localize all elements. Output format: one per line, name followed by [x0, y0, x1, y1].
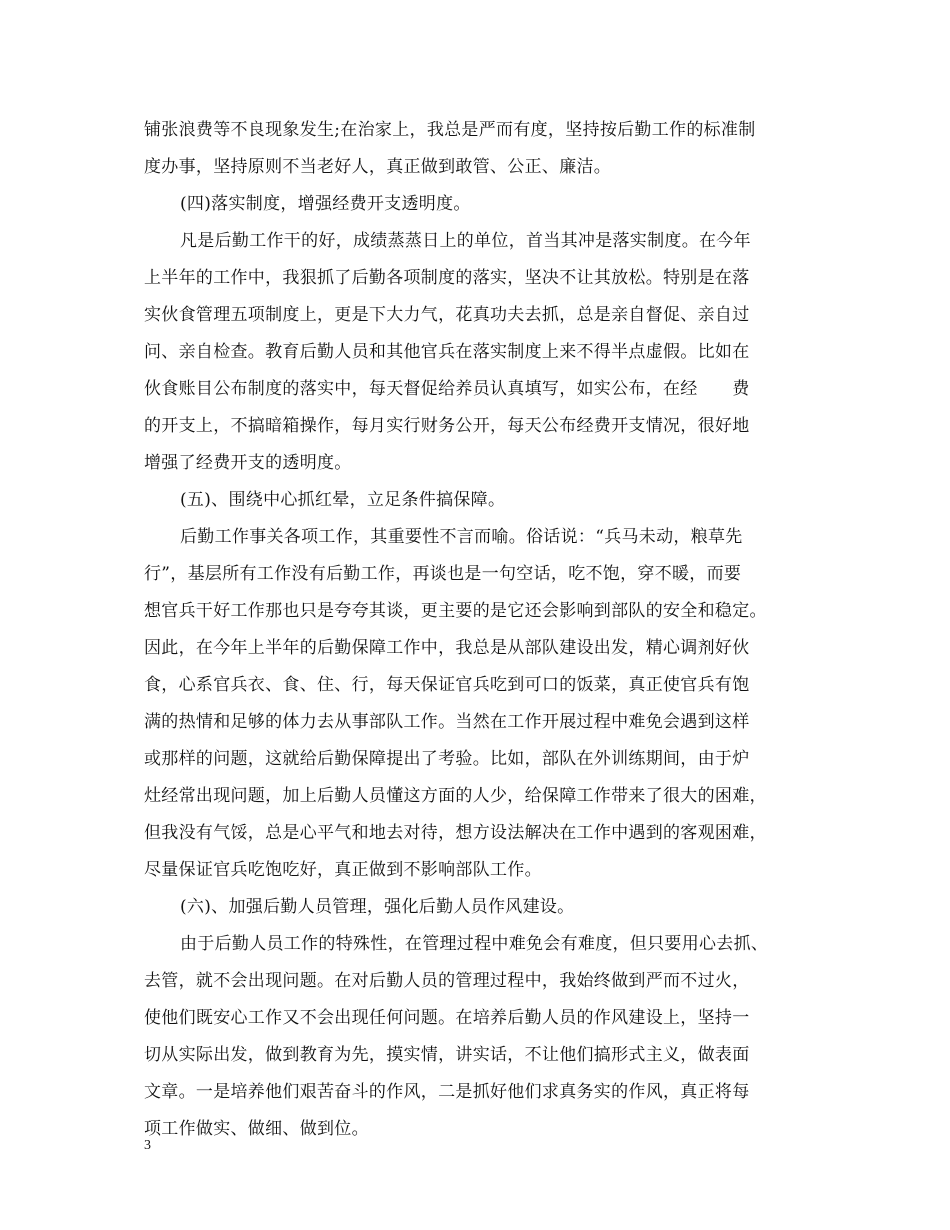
paragraph-line: 文章。一是培养他们艰苦奋斗的作风，二是抓好他们求真务实的作风，真正将每 — [144, 1082, 750, 1102]
paragraph-line: 上半年的工作中，我狠抓了后勤各项制度的落实，坚决不让其放松。特别是在落 — [144, 268, 750, 288]
paragraph-line: 想官兵干好工作那也只是夸夸其谈，更主要的是它还会影响到部队的安全和稳定。 — [144, 601, 767, 621]
paragraph-line: 但我没有气馁，总是心平气和地去对待，想方设法解决在工作中遇到的客观困难， — [144, 823, 767, 843]
paragraph-line: 后勤工作事关各项工作，其重要性不言而喻。俗话说：“兵马未动，粮草先 — [180, 527, 743, 547]
paragraph-line: 实伙食管理五项制度上，更是下大力气，花真功夫去抓，总是亲自督促、亲自过 — [144, 305, 750, 325]
paragraph-line: 项工作做实、做细、做到位。 — [144, 1119, 369, 1139]
paragraph-line: 凡是后勤工作干的好，成绩蒸蒸日上的单位，首当其冲是落实制度。在今年 — [180, 231, 751, 251]
paragraph-line: 满的热情和足够的体力去从事部队工作。当然在工作开展过程中难免会遇到这样 — [144, 712, 750, 732]
paragraph-line: 去管，就不会出现问题。在对后勤人员的管理过程中，我始终做到严而不过火， — [144, 971, 750, 991]
section-heading: (四)落实制度，增强经费开支透明度。 — [180, 194, 471, 214]
paragraph-line: 食，心系官兵衣、食、住、行，每天保证官兵吃到可口的饭菜，真正使官兵有饱 — [144, 675, 750, 695]
paragraph-line: 切从实际出发，做到教育为先，摸实情，讲实话，不让他们搞形式主义，做表面 — [144, 1045, 750, 1065]
paragraph-line: 的开支上，不搞暗箱操作，每月实行财务公开，每天公布经费开支情况，很好地 — [144, 416, 750, 436]
paragraph-line: 或那样的问题，这就给后勤保障提出了考验。比如，部队在外训练期间，由于炉 — [144, 749, 750, 769]
paragraph-line: 铺张浪费等不良现象发生;在治家上，我总是严而有度，坚持按后勤工作的标准制 — [144, 120, 756, 140]
section-heading: (六)、加强后勤人员管理，强化后勤人员作风建设。 — [180, 897, 575, 917]
paragraph-line: 伙食账目公布制度的落实中，每天督促给养员认真填写，如实公布，在经 费 — [144, 379, 750, 399]
paragraph-line: 由于后勤人员工作的特殊性，在管理过程中难免会有难度，但只要用心去抓、 — [180, 934, 769, 954]
paragraph-line: 尽量保证官兵吃饱吃好，真正做到不影响部队工作。 — [144, 860, 542, 880]
page-number: 3 — [144, 1138, 151, 1153]
paragraph-line: 问、亲自检查。教育后勤人员和其他官兵在落实制度上来不得半点虚假。比如在 — [144, 342, 750, 362]
paragraph-line: 因此，在今年上半年的后勤保障工作中，我总是从部队建设出发，精心调剂好伙 — [144, 638, 750, 658]
paragraph-line: 灶经常出现问题，加上后勤人员懂这方面的人少，给保障工作带来了很大的困难， — [144, 786, 767, 806]
paragraph-line: 增强了经费开支的透明度。 — [144, 453, 352, 473]
paragraph-line: 行”，基层所有工作没有后勤工作，再谈也是一句空话，吃不饱，穿不暖，而要 — [144, 564, 742, 584]
paragraph-line: 度办事，坚持原则不当老好人，真正做到敢管、公正、廉洁。 — [144, 157, 612, 177]
section-heading: (五)、围绕中心抓红晕，立足条件搞保障。 — [180, 490, 506, 510]
paragraph-line: 使他们既安心工作又不会出现任何问题。在培养后勤人员的作风建设上，坚持一 — [144, 1008, 750, 1028]
